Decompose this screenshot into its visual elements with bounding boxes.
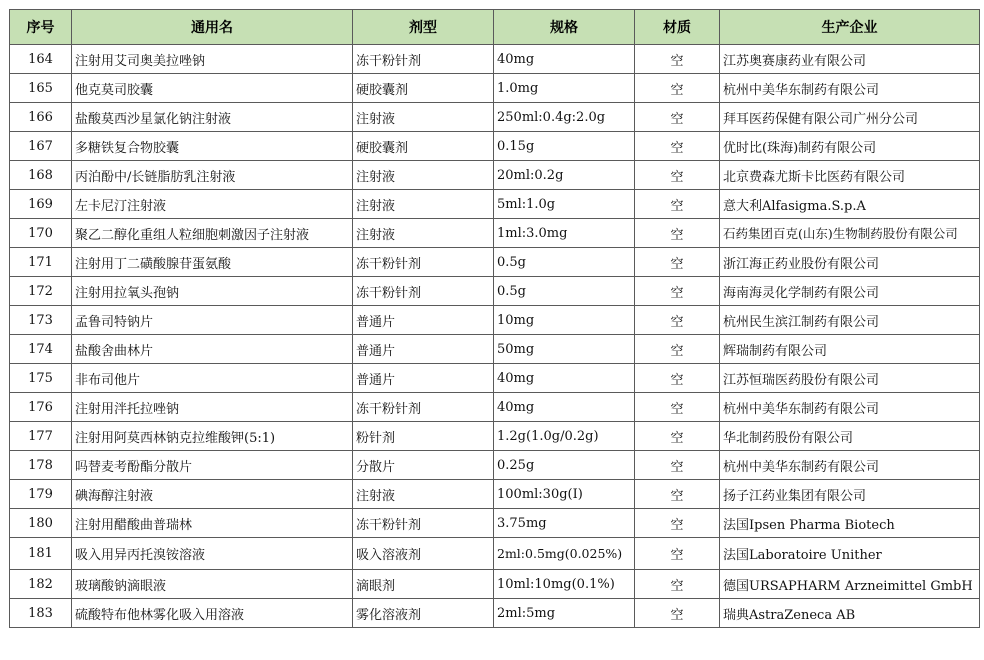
material-cell: 空 [635, 335, 720, 364]
index-cell: 175 [10, 364, 72, 393]
material-cell: 空 [635, 306, 720, 335]
specification-cell: 1.0mg [494, 74, 635, 103]
manufacturer-cell: 华北制药股份有限公司 [720, 422, 980, 451]
specification-cell: 5ml:1.0g [494, 190, 635, 219]
dosage-form-cell: 硬胶囊剂 [353, 132, 494, 161]
material-cell: 空 [635, 509, 720, 538]
generic-name-cell: 注射用醋酸曲普瑞林 [72, 509, 353, 538]
specification-cell: 2ml:5mg [494, 599, 635, 628]
index-cell: 181 [10, 538, 72, 570]
table-row [10, 190, 980, 219]
specification-cell: 0.5g [494, 277, 635, 306]
material-cell: 空 [635, 277, 720, 306]
manufacturer-cell: 法国Laboratoire Unither [720, 538, 980, 570]
header-dosage-form: 剂型 [353, 10, 494, 45]
table-row [10, 335, 980, 364]
index-cell: 166 [10, 103, 72, 132]
manufacturer-cell: 江苏恒瑞医药股份有限公司 [720, 364, 980, 393]
header-row [10, 10, 980, 45]
material-cell: 空 [635, 74, 720, 103]
generic-name-cell: 玻璃酸钠滴眼液 [72, 570, 353, 599]
material-cell: 空 [635, 248, 720, 277]
generic-name-cell: 盐酸莫西沙星氯化钠注射液 [72, 103, 353, 132]
material-cell: 空 [635, 219, 720, 248]
dosage-form-cell: 普通片 [353, 364, 494, 393]
index-cell: 170 [10, 219, 72, 248]
manufacturer-cell: 北京费森尤斯卡比医药有限公司 [720, 161, 980, 190]
manufacturer-cell: 浙江海正药业股份有限公司 [720, 248, 980, 277]
specification-cell: 10mg [494, 306, 635, 335]
specification-cell: 0.15g [494, 132, 635, 161]
drug-list-table [9, 9, 980, 628]
generic-name-cell: 注射用拉氧头孢钠 [72, 277, 353, 306]
manufacturer-cell: 法国Ipsen Pharma Biotech [720, 509, 980, 538]
manufacturer-cell: 杭州中美华东制药有限公司 [720, 393, 980, 422]
table-row [10, 306, 980, 335]
specification-cell: 20ml:0.2g [494, 161, 635, 190]
dosage-form-cell: 普通片 [353, 335, 494, 364]
header-material: 材质 [635, 10, 720, 45]
table-row [10, 74, 980, 103]
header-index: 序号 [10, 10, 72, 45]
table-row [10, 451, 980, 480]
table-row [10, 248, 980, 277]
table-row [10, 393, 980, 422]
index-cell: 173 [10, 306, 72, 335]
header-specification: 规格 [494, 10, 635, 45]
material-cell: 空 [635, 451, 720, 480]
generic-name-cell: 盐酸舍曲林片 [72, 335, 353, 364]
index-cell: 165 [10, 74, 72, 103]
dosage-form-cell: 吸入溶液剂 [353, 538, 494, 570]
header-generic-name: 通用名 [72, 10, 353, 45]
index-cell: 180 [10, 509, 72, 538]
generic-name-cell: 孟鲁司特钠片 [72, 306, 353, 335]
dosage-form-cell: 雾化溶液剂 [353, 599, 494, 628]
generic-name-cell: 碘海醇注射液 [72, 480, 353, 509]
manufacturer-cell: 辉瑞制药有限公司 [720, 335, 980, 364]
dosage-form-cell: 冻干粉针剂 [353, 45, 494, 74]
dosage-form-cell: 注射液 [353, 161, 494, 190]
manufacturer-cell: 杭州民生滨江制药有限公司 [720, 306, 980, 335]
table-row [10, 219, 980, 248]
specification-cell: 0.5g [494, 248, 635, 277]
table-row [10, 480, 980, 509]
dosage-form-cell: 注射液 [353, 219, 494, 248]
index-cell: 182 [10, 570, 72, 599]
specification-cell: 100ml:30g(I) [494, 480, 635, 509]
index-cell: 174 [10, 335, 72, 364]
table-row [10, 277, 980, 306]
generic-name-cell: 聚乙二醇化重组人粒细胞刺激因子注射液 [72, 219, 353, 248]
dosage-form-cell: 注射液 [353, 103, 494, 132]
specification-cell: 1ml:3.0mg [494, 219, 635, 248]
manufacturer-cell: 石药集团百克(山东)生物制药股份有限公司 [720, 219, 980, 248]
header-manufacturer: 生产企业 [720, 10, 980, 45]
material-cell: 空 [635, 480, 720, 509]
index-cell: 169 [10, 190, 72, 219]
specification-cell: 0.25g [494, 451, 635, 480]
dosage-form-cell: 冻干粉针剂 [353, 277, 494, 306]
index-cell: 183 [10, 599, 72, 628]
manufacturer-cell: 江苏奥赛康药业有限公司 [720, 45, 980, 74]
material-cell: 空 [635, 599, 720, 628]
material-cell: 空 [635, 103, 720, 132]
manufacturer-cell: 瑞典AstraZeneca AB [720, 599, 980, 628]
generic-name-cell: 吗替麦考酚酯分散片 [72, 451, 353, 480]
manufacturer-cell: 意大利Alfasigma.S.p.A [720, 190, 980, 219]
index-cell: 179 [10, 480, 72, 509]
generic-name-cell: 注射用丁二磺酸腺苷蛋氨酸 [72, 248, 353, 277]
generic-name-cell: 注射用阿莫西林钠克拉维酸钾(5:1) [72, 422, 353, 451]
generic-name-cell: 注射用泮托拉唑钠 [72, 393, 353, 422]
dosage-form-cell: 冻干粉针剂 [353, 509, 494, 538]
dosage-form-cell: 粉针剂 [353, 422, 494, 451]
generic-name-cell: 多糖铁复合物胶囊 [72, 132, 353, 161]
generic-name-cell: 左卡尼汀注射液 [72, 190, 353, 219]
specification-cell: 10ml:10mg(0.1%) [494, 570, 635, 599]
manufacturer-cell: 杭州中美华东制药有限公司 [720, 451, 980, 480]
index-cell: 167 [10, 132, 72, 161]
index-cell: 172 [10, 277, 72, 306]
manufacturer-cell: 杭州中美华东制药有限公司 [720, 74, 980, 103]
table-row [10, 132, 980, 161]
table-row [10, 509, 980, 538]
specification-cell: 250ml:0.4g:2.0g [494, 103, 635, 132]
material-cell: 空 [635, 422, 720, 451]
manufacturer-cell: 优时比(珠海)制药有限公司 [720, 132, 980, 161]
specification-cell: 40mg [494, 364, 635, 393]
material-cell: 空 [635, 364, 720, 393]
table-row [10, 45, 980, 74]
index-cell: 171 [10, 248, 72, 277]
generic-name-cell: 他克莫司胶囊 [72, 74, 353, 103]
table-body [10, 45, 980, 628]
index-cell: 168 [10, 161, 72, 190]
table-row [10, 103, 980, 132]
specification-cell: 40mg [494, 393, 635, 422]
generic-name-cell: 注射用艾司奥美拉唑钠 [72, 45, 353, 74]
manufacturer-cell: 海南海灵化学制药有限公司 [720, 277, 980, 306]
manufacturer-cell: 德国URSAPHARM Arzneimittel GmbH [720, 570, 980, 599]
dosage-form-cell: 分散片 [353, 451, 494, 480]
material-cell: 空 [635, 161, 720, 190]
material-cell: 空 [635, 190, 720, 219]
material-cell: 空 [635, 45, 720, 74]
dosage-form-cell: 硬胶囊剂 [353, 74, 494, 103]
dosage-form-cell: 普通片 [353, 306, 494, 335]
manufacturer-cell: 扬子江药业集团有限公司 [720, 480, 980, 509]
index-cell: 176 [10, 393, 72, 422]
generic-name-cell: 硫酸特布他林雾化吸入用溶液 [72, 599, 353, 628]
specification-cell: 1.2g(1.0g/0.2g) [494, 422, 635, 451]
dosage-form-cell: 冻干粉针剂 [353, 248, 494, 277]
material-cell: 空 [635, 570, 720, 599]
manufacturer-cell: 拜耳医药保健有限公司广州分公司 [720, 103, 980, 132]
specification-cell: 3.75mg [494, 509, 635, 538]
table-row [10, 161, 980, 190]
generic-name-cell: 吸入用异丙托溴铵溶液 [72, 538, 353, 570]
index-cell: 164 [10, 45, 72, 74]
table-row [10, 599, 980, 628]
index-cell: 178 [10, 451, 72, 480]
table-row [10, 538, 980, 570]
table-row [10, 364, 980, 393]
specification-cell: 50mg [494, 335, 635, 364]
material-cell: 空 [635, 538, 720, 570]
table-row [10, 570, 980, 599]
dosage-form-cell: 冻干粉针剂 [353, 393, 494, 422]
material-cell: 空 [635, 393, 720, 422]
dosage-form-cell: 注射液 [353, 190, 494, 219]
specification-cell: 40mg [494, 45, 635, 74]
specification-cell: 2ml:0.5mg(0.025%) [494, 538, 635, 570]
index-cell: 177 [10, 422, 72, 451]
material-cell: 空 [635, 132, 720, 161]
dosage-form-cell: 滴眼剂 [353, 570, 494, 599]
generic-name-cell: 非布司他片 [72, 364, 353, 393]
generic-name-cell: 丙泊酚中/长链脂肪乳注射液 [72, 161, 353, 190]
dosage-form-cell: 注射液 [353, 480, 494, 509]
table-row [10, 422, 980, 451]
